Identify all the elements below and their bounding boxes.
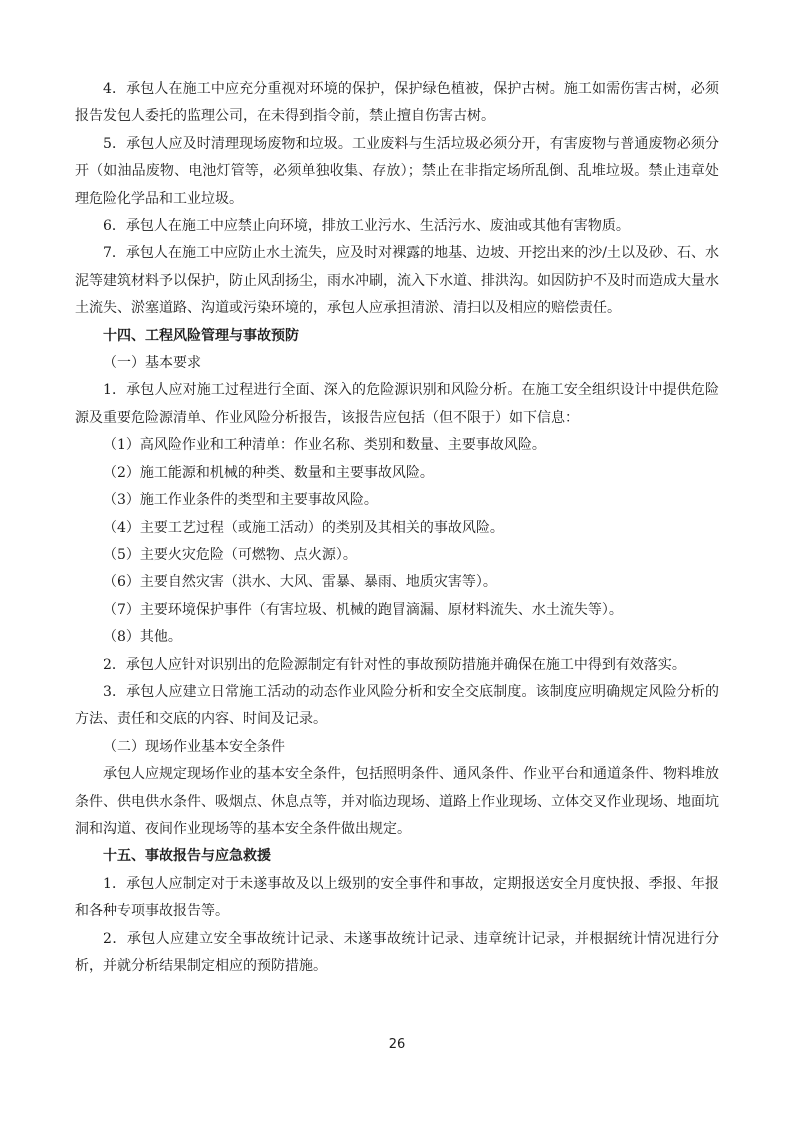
paragraph: 承包人应规定现场作业的基本安全条件，包括照明条件、通风条件、作业平台和通道条件、物料堆放条件、供电供水条件、吸烟点、休息点等，并对临边现场、道路上作业现场、立体交叉作业现场、地面坑洞和沟道、夜间作业现场等的基本安全条件做出规定。 bbox=[75, 766, 719, 837]
paragraph: （4）主要工艺过程（或施工活动）的类别及其相关的事故风险。 bbox=[103, 519, 504, 536]
paragraph: （7）主要环境保护事件（有害垃圾、机械的跑冒滴漏、原材料流失、水土流失等）。 bbox=[103, 601, 623, 618]
paragraph: 2．承包人应建立安全事故统计记录、未遂事故统计记录、违章统计记录，并根据统计情况进行分析，并就分析结果制定相应的预防措施。 bbox=[75, 930, 719, 974]
paragraph: （1）高风险作业和工种清单：作业名称、类别和数量、主要事故风险。 bbox=[103, 437, 546, 454]
paragraph: 6．承包人在施工中应禁止向环境，排放工业污水、生活污水、废油或其他有害物质。 bbox=[103, 218, 630, 235]
paragraph: （8）其他。 bbox=[103, 629, 182, 646]
paragraph: （二）现场作业基本安全条件 bbox=[103, 738, 285, 755]
paragraph: 3．承包人应建立日常施工活动的动态作业风险分析和安全交底制度。该制度应明确规定风险分析的方法、责任和交底的内容、时间及记录。 bbox=[75, 683, 719, 728]
paragraph: 7．承包人在施工中应防止水土流失，应及时对裸露的地基、边坡、开挖出来的沙/土以及砂、石、水泥等建筑材料予以保护，防止风刮扬尘，雨水冲刷，流入下水道、排洪沟。如因防护不及时而造成大量水土流失、淤塞道路、沟道或污染环境的，承包人应承担清淤、清扫以及相应的赔偿责任。 bbox=[75, 245, 719, 317]
paragraph: 1．承包人应制定对于未遂事故及以上级别的安全事件和事故，定期报送安全月度快报、季报、年报和各种专项事故报告等。 bbox=[75, 875, 719, 920]
paragraph: （6）主要自然灾害（洪水、大风、雷暴、暴雨、地质灾害等）。 bbox=[103, 574, 497, 591]
page-number: 26 bbox=[388, 1037, 406, 1052]
page-footer bbox=[0, 1036, 794, 1054]
section-heading: 十四、工程风险管理与事故预防 bbox=[103, 327, 299, 344]
paragraph: 1．承包人应对施工过程进行全面、深入的危险源识别和风险分析。在施工安全组织设计中提供危险源及重要危险源清单、作业风险分析报告，该报告应包括（但不限于）如下信息： bbox=[75, 382, 719, 426]
paragraph: 4．承包人在施工中应充分重视对环境的保护，保护绿色植被，保护古树。施工如需伤害古树，必须报告发包人委托的监理公司，在未得到指令前，禁止擅自伤害古树。 bbox=[75, 81, 719, 125]
paragraph: （3）施工作业条件的类型和主要事故风险。 bbox=[103, 492, 378, 509]
paragraph: 5．承包人应及时清理现场废物和垃圾。工业废料与生活垃圾必须分开，有害废物与普通废物必须分开（如油品废物、电池灯管等，必须单独收集、存放）；禁止在非指定场所乱倒、乱堆垃圾。禁止违章处理危险化学品和工业垃圾。 bbox=[75, 135, 719, 207]
paragraph: 2．承包人应针对识别出的危险源制定有针对性的事故预防措施并确保在施工中得到有效落实。 bbox=[103, 656, 686, 673]
paragraph: （一）基本要求 bbox=[103, 355, 201, 372]
section-heading: 十五、事故报告与应急救援 bbox=[103, 848, 271, 865]
document-content bbox=[75, 76, 719, 980]
paragraph: （2）施工能源和机械的种类、数量和主要事故风险。 bbox=[103, 464, 434, 481]
paragraph: （5）主要火灾危险（可燃物、点火源）。 bbox=[103, 546, 357, 563]
